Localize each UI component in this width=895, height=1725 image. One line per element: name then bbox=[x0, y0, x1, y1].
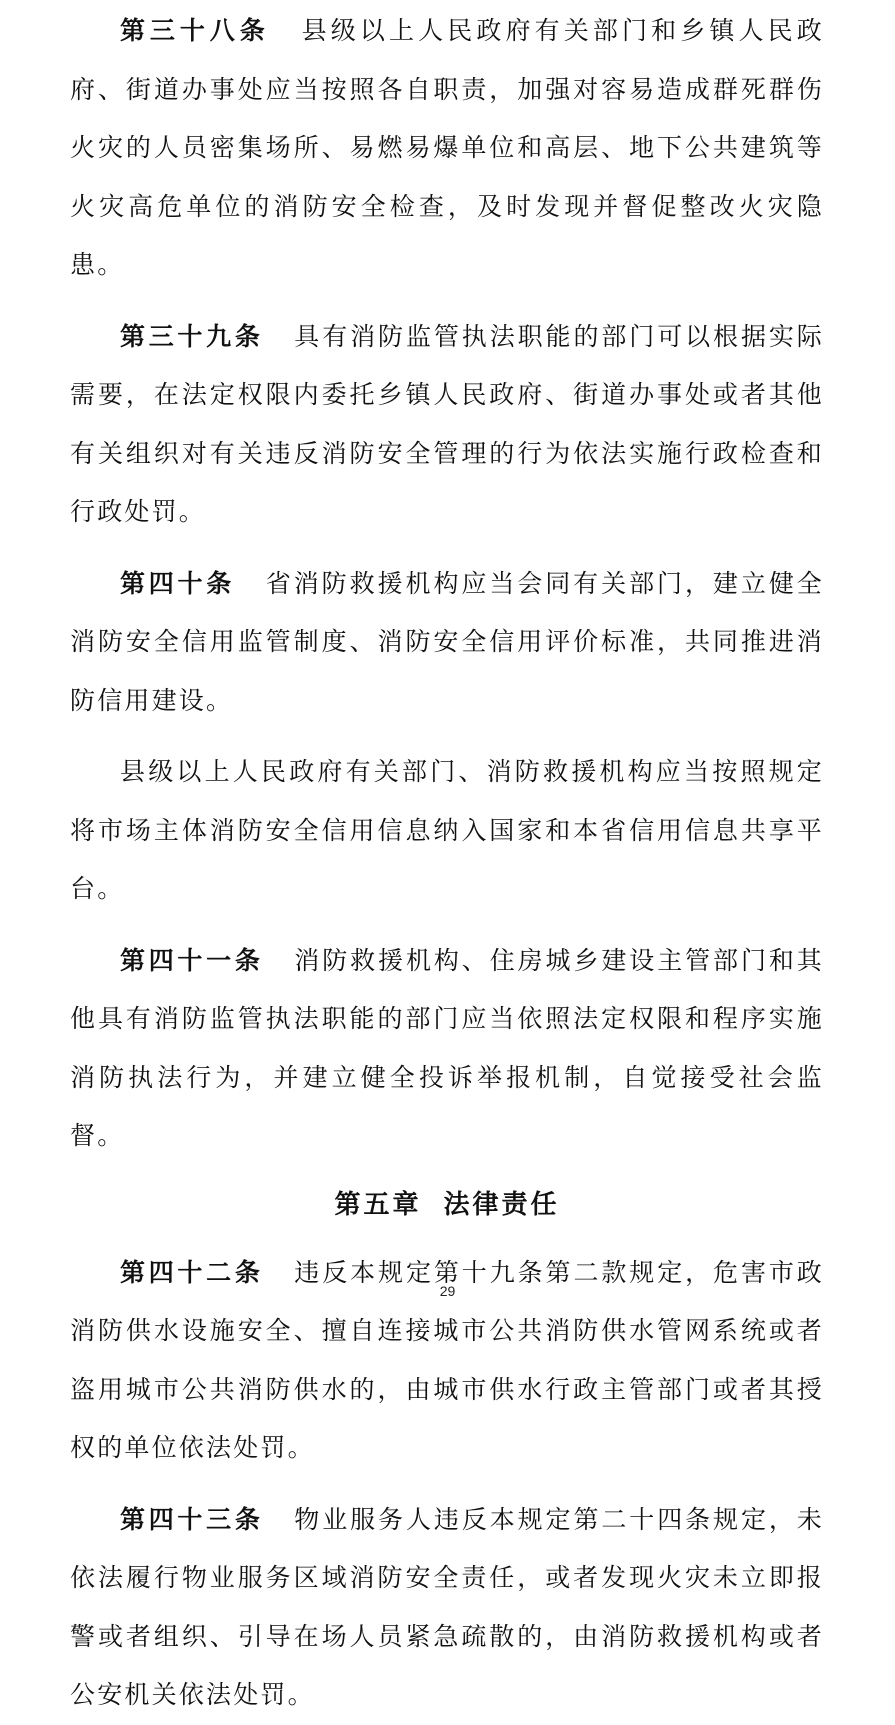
article-text: 县级以上人民政府有关部门、消防救援机构应当按照规定将市场主体消防安全信用信息纳入国家和本省信用信息共享平台。 bbox=[70, 757, 824, 903]
article-heading: 第三十九条 bbox=[120, 321, 264, 351]
article-heading: 第三十八条 bbox=[120, 16, 270, 45]
article-text: 违反本规定第十九条第二款规定，危害市政消防供水设施安全、擅自连接城市公共消防供水管网系统或者盗用城市公共消防供水的，由城市供水行政主管部门或者其授权的单位依法处罚。 bbox=[70, 1257, 824, 1462]
article-40-paragraph-2 bbox=[70, 743, 824, 919]
article-heading: 第四十一条 bbox=[120, 945, 264, 975]
article-41 bbox=[70, 932, 824, 1166]
article-39 bbox=[70, 308, 824, 542]
chapter-heading bbox=[70, 1166, 824, 1244]
page-number: 29 bbox=[439, 1283, 456, 1299]
article-42 bbox=[70, 1244, 824, 1478]
document-page bbox=[70, 0, 824, 1725]
article-text: 省消防救援机构应当会同有关部门，建立健全消防安全信用监管制度、消防安全信用评价标准，共同推进消防信用建设。 bbox=[70, 568, 824, 715]
article-43 bbox=[70, 1491, 824, 1725]
article-text: 具有消防监管执法职能的部门可以根据实际需要，在法定权限内委托乡镇人民政府、街道办事处或者其他有关组织对有关违反消防安全管理的行为依法实施行政检查和行政处罚。 bbox=[70, 321, 824, 526]
article-heading: 第四十条 bbox=[120, 568, 235, 598]
article-40 bbox=[70, 555, 824, 731]
article-text: 消防救援机构、住房城乡建设主管部门和其他具有消防监管执法职能的部门应当依照法定权限和程序实施消防执法行为，并建立健全投诉举报机制，自觉接受社会监督。 bbox=[70, 945, 824, 1150]
article-text: 物业服务人违反本规定第二十四条规定，未依法履行物业服务区域消防安全责任，或者发现火灾未立即报警或者组织、引导在场人员紧急疏散的，由消防救援机构或者公安机关依法处罚。 bbox=[70, 1504, 824, 1709]
article-heading: 第四十三条 bbox=[120, 1504, 264, 1534]
article-38 bbox=[70, 2, 824, 295]
article-heading: 第四十二条 bbox=[120, 1257, 264, 1287]
chapter-number: 第五章 bbox=[334, 1189, 422, 1220]
article-text: 县级以上人民政府有关部门和乡镇人民政府、街道办事处应当按照各自职责，加强对容易造成群死群伤火灾的人员密集场所、易燃易爆单位和高层、地下公共建筑等火灾高危单位的消防安全检查，及时发现并督促整改火灾隐患。 bbox=[70, 16, 824, 279]
chapter-title: 法律责任 bbox=[443, 1189, 560, 1220]
